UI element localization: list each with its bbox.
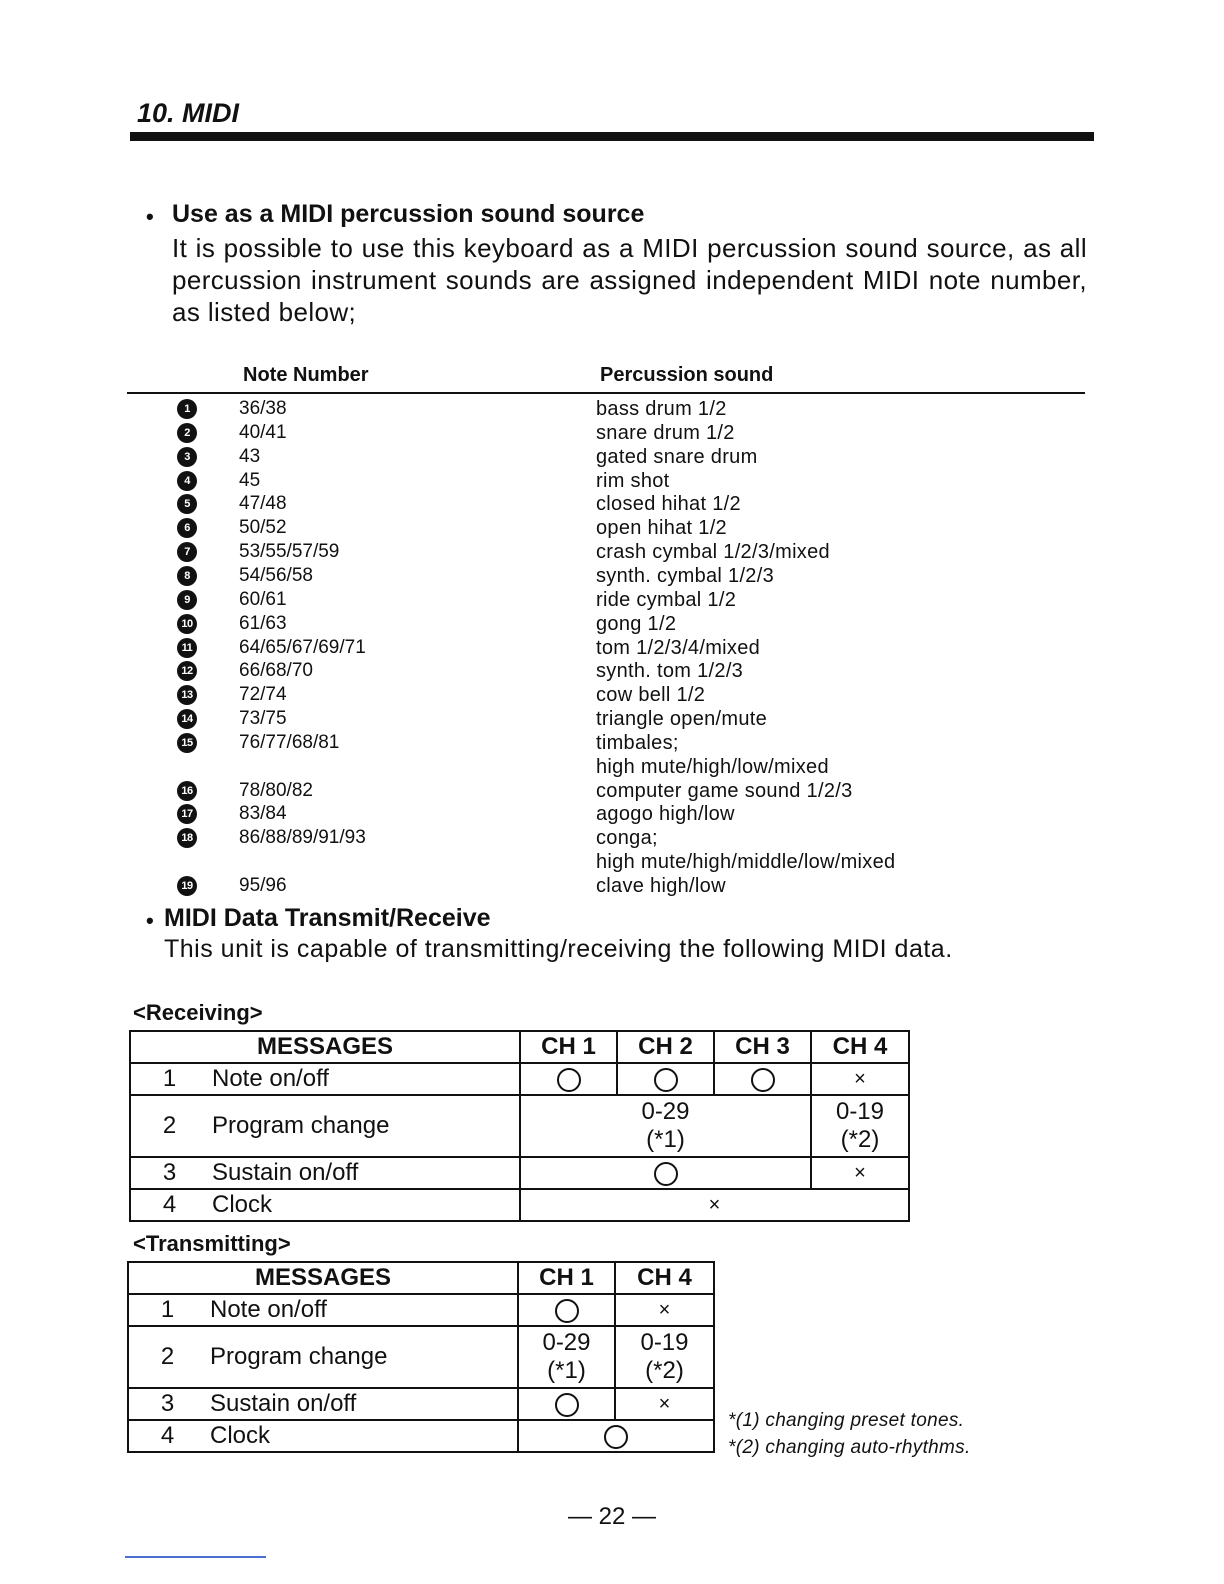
percussion-sound: computer game sound 1/2/3	[596, 779, 853, 802]
number-badge-icon: 10	[177, 614, 197, 634]
number-badge-icon: 5	[177, 494, 197, 514]
note-number: 36/38	[239, 398, 287, 419]
percussion-sound: conga;	[596, 827, 658, 850]
table-row	[128, 1294, 714, 1326]
header-ch3: CH 3	[714, 1031, 811, 1063]
column-header-percussion-sound: Percussion sound	[600, 364, 774, 386]
percussion-sound-detail: high mute/high/low/mixed	[596, 755, 829, 778]
ch4-unsupported: ×	[615, 1388, 714, 1420]
message-name: Clock	[206, 1420, 518, 1452]
message-name: Note on/off	[206, 1294, 518, 1326]
message-name: Sustain on/off	[206, 1388, 518, 1420]
ch3-supported	[714, 1063, 811, 1095]
number-badge-icon: 17	[177, 804, 197, 824]
row-number: 2	[130, 1095, 208, 1157]
note-number: 40/41	[239, 421, 287, 443]
note-number: 73/75	[239, 708, 287, 730]
table-row	[128, 1388, 714, 1420]
table-row	[130, 1157, 909, 1189]
decorative-line	[125, 1556, 266, 1558]
row-number: 2	[128, 1326, 206, 1388]
circle-icon	[604, 1425, 628, 1449]
number-badge-icon: 8	[177, 566, 197, 586]
all-channels-unsupported: ×	[520, 1189, 909, 1221]
table-row	[128, 1420, 714, 1452]
number-badge-icon: 1	[177, 399, 197, 419]
program-range: 0-19	[640, 1329, 689, 1356]
percussion-sound: triangle open/mute	[596, 708, 768, 731]
note-number: 78/80/82	[239, 779, 313, 801]
table-row	[130, 1189, 909, 1221]
section-title-percussion: Use as a MIDI percussion sound source	[172, 200, 645, 228]
footnote-ref: (*2)	[840, 1126, 880, 1153]
note-number: 47/48	[239, 493, 287, 515]
number-badge-icon: 4	[177, 471, 197, 491]
circle-icon	[557, 1068, 581, 1092]
percussion-sound: clave high/low	[596, 875, 726, 897]
note-number: 83/84	[239, 803, 287, 825]
percussion-sound: crash cymbal 1/2/3/mixed	[596, 541, 830, 564]
header-ch4: CH 4	[615, 1262, 714, 1294]
footnote-ref: (*1)	[646, 1126, 685, 1153]
circle-icon	[654, 1068, 678, 1092]
ch4-range	[811, 1095, 909, 1157]
number-badge-icon: 14	[177, 709, 197, 729]
note-number: 43	[239, 445, 261, 467]
header-messages: MESSAGES	[128, 1262, 518, 1294]
percussion-sound: rim shot	[596, 469, 670, 492]
message-name: Clock	[208, 1189, 520, 1221]
percussion-sound: bass drum 1/2	[596, 398, 727, 420]
header-ch1: CH 1	[518, 1262, 615, 1294]
message-name: Program change	[208, 1095, 520, 1157]
header-divider	[127, 392, 1085, 394]
number-badge-icon: 13	[177, 685, 197, 705]
note-number: 76/77/68/81	[239, 731, 340, 753]
percussion-sound: ride cymbal 1/2	[596, 588, 737, 611]
table-row	[130, 1095, 909, 1157]
header-rule	[130, 132, 1094, 141]
footnote-ref: (*1)	[547, 1357, 586, 1384]
ch1-supported	[518, 1294, 615, 1326]
circle-icon	[555, 1393, 579, 1417]
ch1-supported	[518, 1388, 615, 1420]
number-badge-icon: 7	[177, 542, 197, 562]
ch1-3-range	[520, 1095, 811, 1157]
number-badge-icon: 19	[177, 876, 197, 896]
section-title-midi-data: MIDI Data Transmit/Receive	[164, 904, 491, 932]
page-title: 10. MIDI	[137, 98, 240, 128]
note-number: 66/68/70	[239, 660, 313, 682]
ch4-unsupported: ×	[811, 1063, 909, 1095]
ch4-unsupported: ×	[811, 1157, 909, 1189]
program-range: 0-19	[835, 1098, 885, 1125]
row-number: 1	[130, 1063, 208, 1095]
header-ch2: CH 2	[617, 1031, 714, 1063]
row-number: 4	[130, 1189, 208, 1221]
header-messages: MESSAGES	[130, 1031, 520, 1063]
number-badge-icon: 16	[177, 781, 197, 801]
percussion-sound: open hihat 1/2	[596, 517, 727, 540]
number-badge-icon: 15	[177, 733, 197, 753]
number-badge-icon: 6	[177, 518, 197, 538]
message-name: Note on/off	[208, 1063, 520, 1095]
message-name: Sustain on/off	[208, 1157, 520, 1189]
percussion-sound: gated snare drum	[596, 445, 758, 468]
bullet: •	[146, 908, 154, 933]
row-number: 4	[128, 1420, 206, 1452]
note-number: 54/56/58	[239, 564, 313, 586]
note-number: 95/96	[239, 875, 287, 896]
percussion-sound: agogo high/low	[596, 803, 735, 826]
percussion-sound-detail: high mute/high/middle/low/mixed	[596, 851, 896, 874]
ch1-range	[518, 1326, 615, 1388]
transmitting-label: <Transmitting>	[133, 1231, 291, 1256]
note-number: 60/61	[239, 588, 287, 610]
percussion-sound: snare drum 1/2	[596, 421, 735, 444]
row-number: 3	[128, 1388, 206, 1420]
bullet: •	[146, 204, 154, 229]
note-number: 86/88/89/91/93	[239, 827, 366, 849]
percussion-description: It is possible to use this keyboard as a MIDI percussion sound source, as all percussion instrument sounds are assigned independent MIDI note number, as listed below;	[172, 233, 1087, 327]
table-row	[130, 1063, 909, 1095]
number-badge-icon: 9	[177, 590, 197, 610]
message-name: Program change	[206, 1326, 518, 1388]
row-number: 3	[130, 1157, 208, 1189]
footnote-ref: (*2)	[645, 1357, 684, 1384]
note-number: 50/52	[239, 517, 287, 539]
table-row	[128, 1326, 714, 1388]
note-number: 72/74	[239, 684, 287, 706]
ch4-range	[615, 1326, 714, 1388]
percussion-sound: cow bell 1/2	[596, 684, 706, 707]
number-badge-icon: 11	[177, 638, 197, 658]
percussion-sound: closed hihat 1/2	[596, 493, 741, 516]
circle-icon	[654, 1162, 678, 1186]
program-range: 0-29	[542, 1329, 591, 1356]
ch4-unsupported: ×	[615, 1294, 714, 1326]
table-header-row	[130, 1031, 909, 1063]
table-header-row	[128, 1262, 714, 1294]
midi-data-description: This unit is capable of transmitting/receiving the following MIDI data.	[164, 935, 953, 963]
receiving-label: <Receiving>	[133, 1000, 263, 1025]
ch1-supported	[520, 1063, 617, 1095]
page-number: — 22 —	[567, 1503, 657, 1530]
number-badge-icon: 18	[177, 828, 197, 848]
percussion-sound: synth. tom 1/2/3	[596, 660, 744, 683]
header-ch1: CH 1	[520, 1031, 617, 1063]
percussion-sound: synth. cymbal 1/2/3	[596, 564, 775, 587]
ch1-3-supported	[520, 1157, 811, 1189]
row-number: 1	[128, 1294, 206, 1326]
percussion-sound: tom 1/2/3/4/mixed	[596, 636, 761, 659]
all-channels-supported	[518, 1420, 714, 1452]
note-number: 45	[239, 469, 261, 491]
program-range: 0-29	[641, 1098, 690, 1125]
note-number: 64/65/67/69/71	[239, 636, 366, 658]
note-number: 53/55/57/59	[239, 541, 340, 563]
footnote-2: *(2) changing auto-rhythms.	[728, 1437, 971, 1458]
number-badge-icon: 3	[177, 447, 197, 467]
footnote-1: *(1) changing preset tones.	[728, 1410, 965, 1431]
circle-icon	[751, 1068, 775, 1092]
number-badge-icon: 12	[177, 661, 197, 681]
percussion-sound: timbales;	[596, 731, 679, 754]
circle-icon	[555, 1299, 579, 1323]
ch2-supported	[617, 1063, 714, 1095]
percussion-sound: gong 1/2	[596, 612, 677, 635]
transmitting-table	[127, 1261, 715, 1453]
receiving-table	[129, 1030, 910, 1222]
note-number: 61/63	[239, 612, 287, 634]
column-header-note-number: Note Number	[243, 364, 369, 386]
header-ch4: CH 4	[811, 1031, 909, 1063]
number-badge-icon: 2	[177, 423, 197, 443]
